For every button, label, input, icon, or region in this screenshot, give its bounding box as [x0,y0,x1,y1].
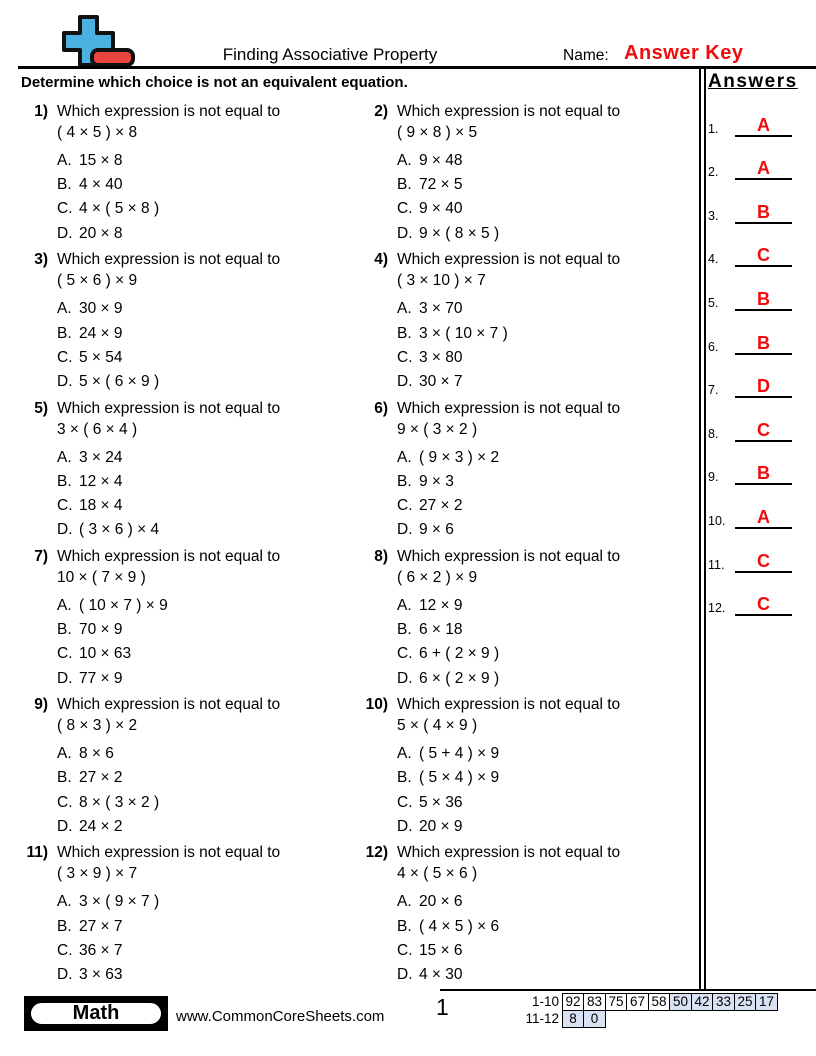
problem-body [57,842,280,990]
score-cell: 92 [562,993,585,1011]
problem-number: 1) [34,103,48,120]
answer-number: 5. [708,295,719,310]
choice-letter: B. [397,176,412,194]
question-expression: 3 × ( 6 × 4 ) [57,420,138,438]
choice-text: 5 × ( 6 × 9 ) [79,372,160,390]
choice-text: 3 × 24 [79,448,123,466]
question-text: Which expression is not equal to [57,547,281,565]
choice-text: 20 × 6 [419,893,463,911]
choice-text: 36 × 7 [79,941,123,959]
answer-blank [735,376,792,398]
choice-row-c [397,494,620,518]
choice-text: 10 × 63 [79,645,132,663]
choice-letter: C. [397,200,413,218]
choice-letter: C. [57,645,73,663]
choice-letter: C. [397,941,413,959]
choice-row-d [397,963,620,987]
score-cell: 25 [734,993,757,1011]
choice-letter: D. [57,224,73,242]
question-expression: ( 5 × 6 ) × 9 [57,272,138,290]
choice-letter: B. [57,324,72,342]
answer-number: 7. [708,383,719,398]
choice-row-d [397,518,620,542]
answer-number: 8. [708,426,719,441]
choice-letter: A. [57,300,72,318]
answer-letter: B [757,201,770,222]
question-expression: ( 4 × 5 ) × 8 [57,124,138,141]
score-row [519,1010,778,1028]
choice-letter: D. [57,966,73,984]
choice-text: 15 × 8 [79,152,123,169]
score-cell: 0 [583,1010,606,1028]
answer-number: 10. [708,513,726,528]
answer-blank [735,115,792,137]
question-expression: 9 × ( 3 × 2 ) [397,420,478,438]
answer-letter: B [757,332,770,353]
score-cell: 50 [669,993,692,1011]
question-text: Which expression is not equal to [57,399,281,417]
problem [360,249,700,397]
choice-letter: D. [397,966,413,984]
answer-letter: A [757,158,770,179]
answer-number: 6. [708,339,719,354]
problem-body [397,842,620,990]
choice-row-d [397,222,620,246]
choice-row-d [397,815,620,839]
problem-number: 3) [34,251,48,269]
answer-item [708,224,798,268]
problem [360,398,700,546]
choice-letter: B. [397,917,412,935]
choice-letter: B. [397,324,412,342]
score-row [519,993,778,1011]
answer-blank [735,507,792,529]
commoncoresheets-logo [52,14,136,73]
problem-number: 6) [374,399,388,417]
choice-letter: B. [397,769,412,787]
name-label: Name: [563,47,609,64]
choice-letter: D. [397,521,413,539]
choice-letter: A. [57,448,72,466]
problem-body [57,249,280,397]
choice-text: 27 × 7 [79,917,123,935]
choice-row-b [397,470,620,494]
answer-blank [735,245,792,267]
problem [20,101,360,249]
choices [57,446,280,543]
question-text: Which expression is not equal to [397,103,621,120]
choice-row-a [57,446,280,470]
choice-letter: A. [397,596,412,614]
answer-number: 9. [708,470,719,485]
score-cell: 58 [648,993,671,1011]
choice-row-c [57,346,280,370]
problem [20,694,360,842]
problem [360,101,700,249]
question-expression: 4 × ( 5 × 6 ) [397,865,478,883]
choice-letter: D. [397,372,413,390]
answer-item [708,573,798,617]
instruction-text: Determine which choice is not an equivalent equation. [21,74,408,91]
choice-text: 15 × 6 [419,941,463,959]
answers-panel [708,93,798,616]
answer-letter: C [757,419,770,440]
problem [360,546,700,694]
answer-item [708,355,798,399]
choice-letter: A. [57,745,72,763]
choice-text: ( 9 × 3 ) × 2 [419,448,500,466]
answer-number: 1. [708,121,719,136]
choice-row-b [57,618,280,642]
choice-letter: B. [57,917,72,935]
choice-text: 20 × 9 [419,817,463,835]
choice-row-a [397,890,620,914]
choice-text: 70 × 9 [79,621,123,639]
question-expression: ( 9 × 8 ) × 5 [397,124,478,141]
choice-row-b [397,173,620,197]
choice-text: 8 × 6 [79,745,114,763]
choices [397,297,620,394]
choice-row-c [57,494,280,518]
choice-letter: B. [397,621,412,639]
problem-number: 7) [34,547,48,565]
choices [397,446,620,543]
choice-row-a [397,297,620,321]
choice-row-b [57,173,280,197]
question-expression: 5 × ( 4 × 9 ) [397,717,478,735]
choice-letter: A. [57,596,72,614]
choice-letter: D. [397,224,413,242]
choice-row-d [57,667,280,691]
choice-row-a [57,890,280,914]
choice-letter: B. [397,472,412,490]
choice-text: 6 + ( 2 × 9 ) [419,645,500,663]
choice-row-d [57,370,280,394]
problem [20,398,360,546]
choice-letter: C. [397,497,413,514]
answer-item [708,311,798,355]
choice-row-c [397,346,620,370]
subject-label: Math [28,1000,164,1027]
problem-number: 4) [374,251,388,269]
choice-row-c [397,791,620,815]
question-expression: ( 6 × 2 ) × 9 [397,568,478,586]
choice-row-d [57,815,280,839]
problem-body [397,398,620,546]
answer-blank [735,551,792,573]
choice-letter: A. [397,745,412,763]
problem-body [57,694,280,842]
choice-letter: B. [57,621,72,639]
choice-row-a [397,742,620,766]
choice-row-b [57,915,280,939]
choice-text: 18 × 4 [79,497,123,514]
choice-text: 4 × 40 [79,176,123,194]
answer-number: 3. [708,208,719,223]
question-text: Which expression is not equal to [397,547,621,565]
choice-text: ( 5 + 4 ) × 9 [419,745,500,763]
choice-text: 3 × ( 10 × 7 ) [419,324,508,342]
answer-number: 4. [708,252,719,267]
choice-letter: A. [57,893,72,911]
choice-row-a [57,297,280,321]
answer-letter: D [757,376,770,397]
problem-body [397,694,620,842]
answer-item [708,442,798,486]
choice-text: 20 × 8 [79,224,123,242]
problems-grid [20,101,700,991]
answer-key-value: Answer Key [624,42,744,64]
choice-text: ( 4 × 5 ) × 6 [419,917,500,935]
answer-letter: A [757,114,770,135]
choice-text: 3 × 70 [419,300,463,318]
answer-blank [735,333,792,355]
choice-row-c [397,642,620,666]
choice-letter: C. [397,793,413,811]
answer-blank [735,289,792,311]
choices [397,149,620,246]
score-cell: 8 [562,1010,585,1028]
answer-blank [735,463,792,485]
choice-row-b [57,322,280,346]
choice-letter: C. [57,941,73,959]
choice-text: 12 × 9 [419,596,463,614]
score-cell: 67 [626,993,649,1011]
answers-column-divider [699,66,706,990]
header-divider [18,66,816,69]
answer-letter: C [757,550,770,571]
choice-row-a [397,446,620,470]
problem-number: 2) [374,103,388,120]
choices [57,890,280,987]
question-expression: ( 3 × 10 ) × 7 [397,272,486,290]
choice-row-a [57,594,280,618]
problem [360,842,700,990]
score-row-label: 11-12 [525,1010,559,1026]
choice-text: ( 5 × 4 ) × 9 [419,769,500,787]
answer-number: 11. [708,557,725,572]
choice-row-b [397,766,620,790]
answer-item [708,267,798,311]
answers-title: Answers [708,71,798,92]
choice-text: 9 × 40 [419,200,463,218]
problem-body [397,249,620,397]
choice-letter: A. [397,300,412,318]
choice-text: ( 10 × 7 ) × 9 [79,596,168,614]
answer-letter: B [757,463,770,484]
choice-text: 6 × ( 2 × 9 ) [419,669,500,687]
choices [397,890,620,987]
choice-text: 6 × 18 [419,621,463,639]
choice-text: 24 × 9 [79,324,123,342]
choice-letter: B. [57,176,72,194]
question-expression: ( 8 × 3 ) × 2 [57,717,138,735]
math-badge [24,996,168,1031]
choice-text: 3 × 63 [79,966,123,984]
choice-text: 9 × 3 [419,472,454,490]
page-title: Finding Associative Property [222,45,438,64]
question-text: Which expression is not equal to [57,251,281,269]
footer-divider [440,989,816,991]
answer-letter: C [757,245,770,266]
choice-text: 12 × 4 [79,472,123,490]
choices [57,742,280,839]
choice-letter: C. [397,645,413,663]
choice-row-b [397,618,620,642]
choices [57,149,280,246]
choice-letter: D. [57,817,73,835]
choice-text: ( 3 × 6 ) × 4 [79,521,160,539]
choice-row-b [57,470,280,494]
choice-letter: C. [397,348,413,366]
question-text: Which expression is not equal to [57,103,281,120]
answer-letter: B [757,288,770,309]
answer-blank [735,420,792,442]
choice-letter: A. [397,152,412,169]
choice-row-a [397,149,620,173]
choice-letter: B. [57,472,72,490]
problem-number: 11) [26,844,48,862]
problem-body [397,546,620,694]
answer-number: 2. [708,165,719,180]
question-text: Which expression is not equal to [397,696,621,714]
choice-letter: A. [397,448,412,466]
choice-letter: D. [397,817,413,835]
question-text: Which expression is not equal to [57,696,281,714]
choice-letter: D. [57,521,73,539]
problem-number: 9) [34,696,48,714]
problem-body [397,101,620,249]
choice-letter: A. [57,152,72,169]
question-expression: ( 3 × 9 ) × 7 [57,865,138,883]
choice-row-c [57,197,280,221]
choice-letter: C. [57,497,73,514]
choice-text: 27 × 2 [419,497,463,514]
choice-text: 5 × 36 [419,793,463,811]
answer-item [708,137,798,181]
page-number: 1 [436,994,449,1020]
choices [57,594,280,691]
choice-text: 4 × 30 [419,966,463,984]
problem [20,842,360,990]
choice-row-a [57,149,280,173]
choice-text: 3 × ( 9 × 7 ) [79,893,160,911]
choice-row-b [57,766,280,790]
answer-item [708,398,798,442]
answer-item [708,529,798,573]
choice-letter: A. [397,893,412,911]
choice-row-c [57,642,280,666]
score-cell: 17 [755,993,778,1011]
problem-number: 10) [365,696,388,714]
answer-letter: A [757,506,770,527]
choice-row-c [397,939,620,963]
minus-icon [92,50,133,65]
choices [397,594,620,691]
choice-text: 8 × ( 3 × 2 ) [79,793,160,811]
problem-body [57,398,280,546]
problem [20,249,360,397]
problem-number: 12) [365,844,388,862]
question-text: Which expression is not equal to [397,844,621,862]
website-url: www.CommonCoreSheets.com [176,1008,385,1025]
question-text: Which expression is not equal to [397,399,621,417]
choice-letter: C. [57,200,73,218]
choice-text: 9 × 48 [419,152,463,169]
problem [20,546,360,694]
choice-row-c [57,939,280,963]
choice-letter: C. [57,348,73,366]
choice-text: 27 × 2 [79,769,123,787]
score-cell: 83 [583,993,606,1011]
choice-row-a [397,594,620,618]
choice-letter: D. [57,372,73,390]
question-text: Which expression is not equal to [57,844,281,862]
choice-text: 9 × 6 [419,521,454,539]
score-table [519,993,778,1028]
problem-body [57,546,280,694]
answer-blank [735,158,792,180]
score-cell: 42 [691,993,714,1011]
choice-row-d [397,370,620,394]
choices [57,297,280,394]
choice-row-b [397,322,620,346]
choice-letter: C. [57,793,73,811]
problem-number: 5) [34,399,48,417]
choice-row-c [57,791,280,815]
choice-text: 4 × ( 5 × 8 ) [79,200,160,218]
choices [397,742,620,839]
choice-row-b [397,915,620,939]
answer-item [708,180,798,224]
answer-item [708,485,798,529]
choice-row-d [57,963,280,987]
choice-text: 30 × 9 [79,300,123,318]
answer-number: 12. [708,601,726,616]
choice-row-c [397,197,620,221]
choice-text: 77 × 9 [79,669,123,687]
choice-text: 9 × ( 8 × 5 ) [419,224,500,242]
answer-item [708,93,798,137]
choice-text: 30 × 7 [419,372,463,390]
choice-row-a [57,742,280,766]
choice-row-d [397,667,620,691]
choice-text: 24 × 2 [79,817,123,835]
answer-letter: C [757,594,770,615]
question-text: Which expression is not equal to [397,251,621,269]
choice-letter: D. [397,669,413,687]
score-cell: 33 [712,993,735,1011]
choice-text: 72 × 5 [419,176,463,194]
choice-text: 3 × 80 [419,348,463,366]
problem-number: 8) [374,547,388,565]
choice-row-d [57,222,280,246]
choice-row-d [57,518,280,542]
choice-letter: D. [57,669,73,687]
problem-body [57,101,280,249]
score-row-label: 1-10 [531,994,559,1009]
score-cell: 75 [605,993,628,1011]
problem [360,694,700,842]
answer-blank [735,202,792,224]
choice-text: 5 × 54 [79,348,123,366]
answer-blank [735,594,792,616]
choice-letter: B. [57,769,72,787]
question-expression: 10 × ( 7 × 9 ) [57,568,146,586]
